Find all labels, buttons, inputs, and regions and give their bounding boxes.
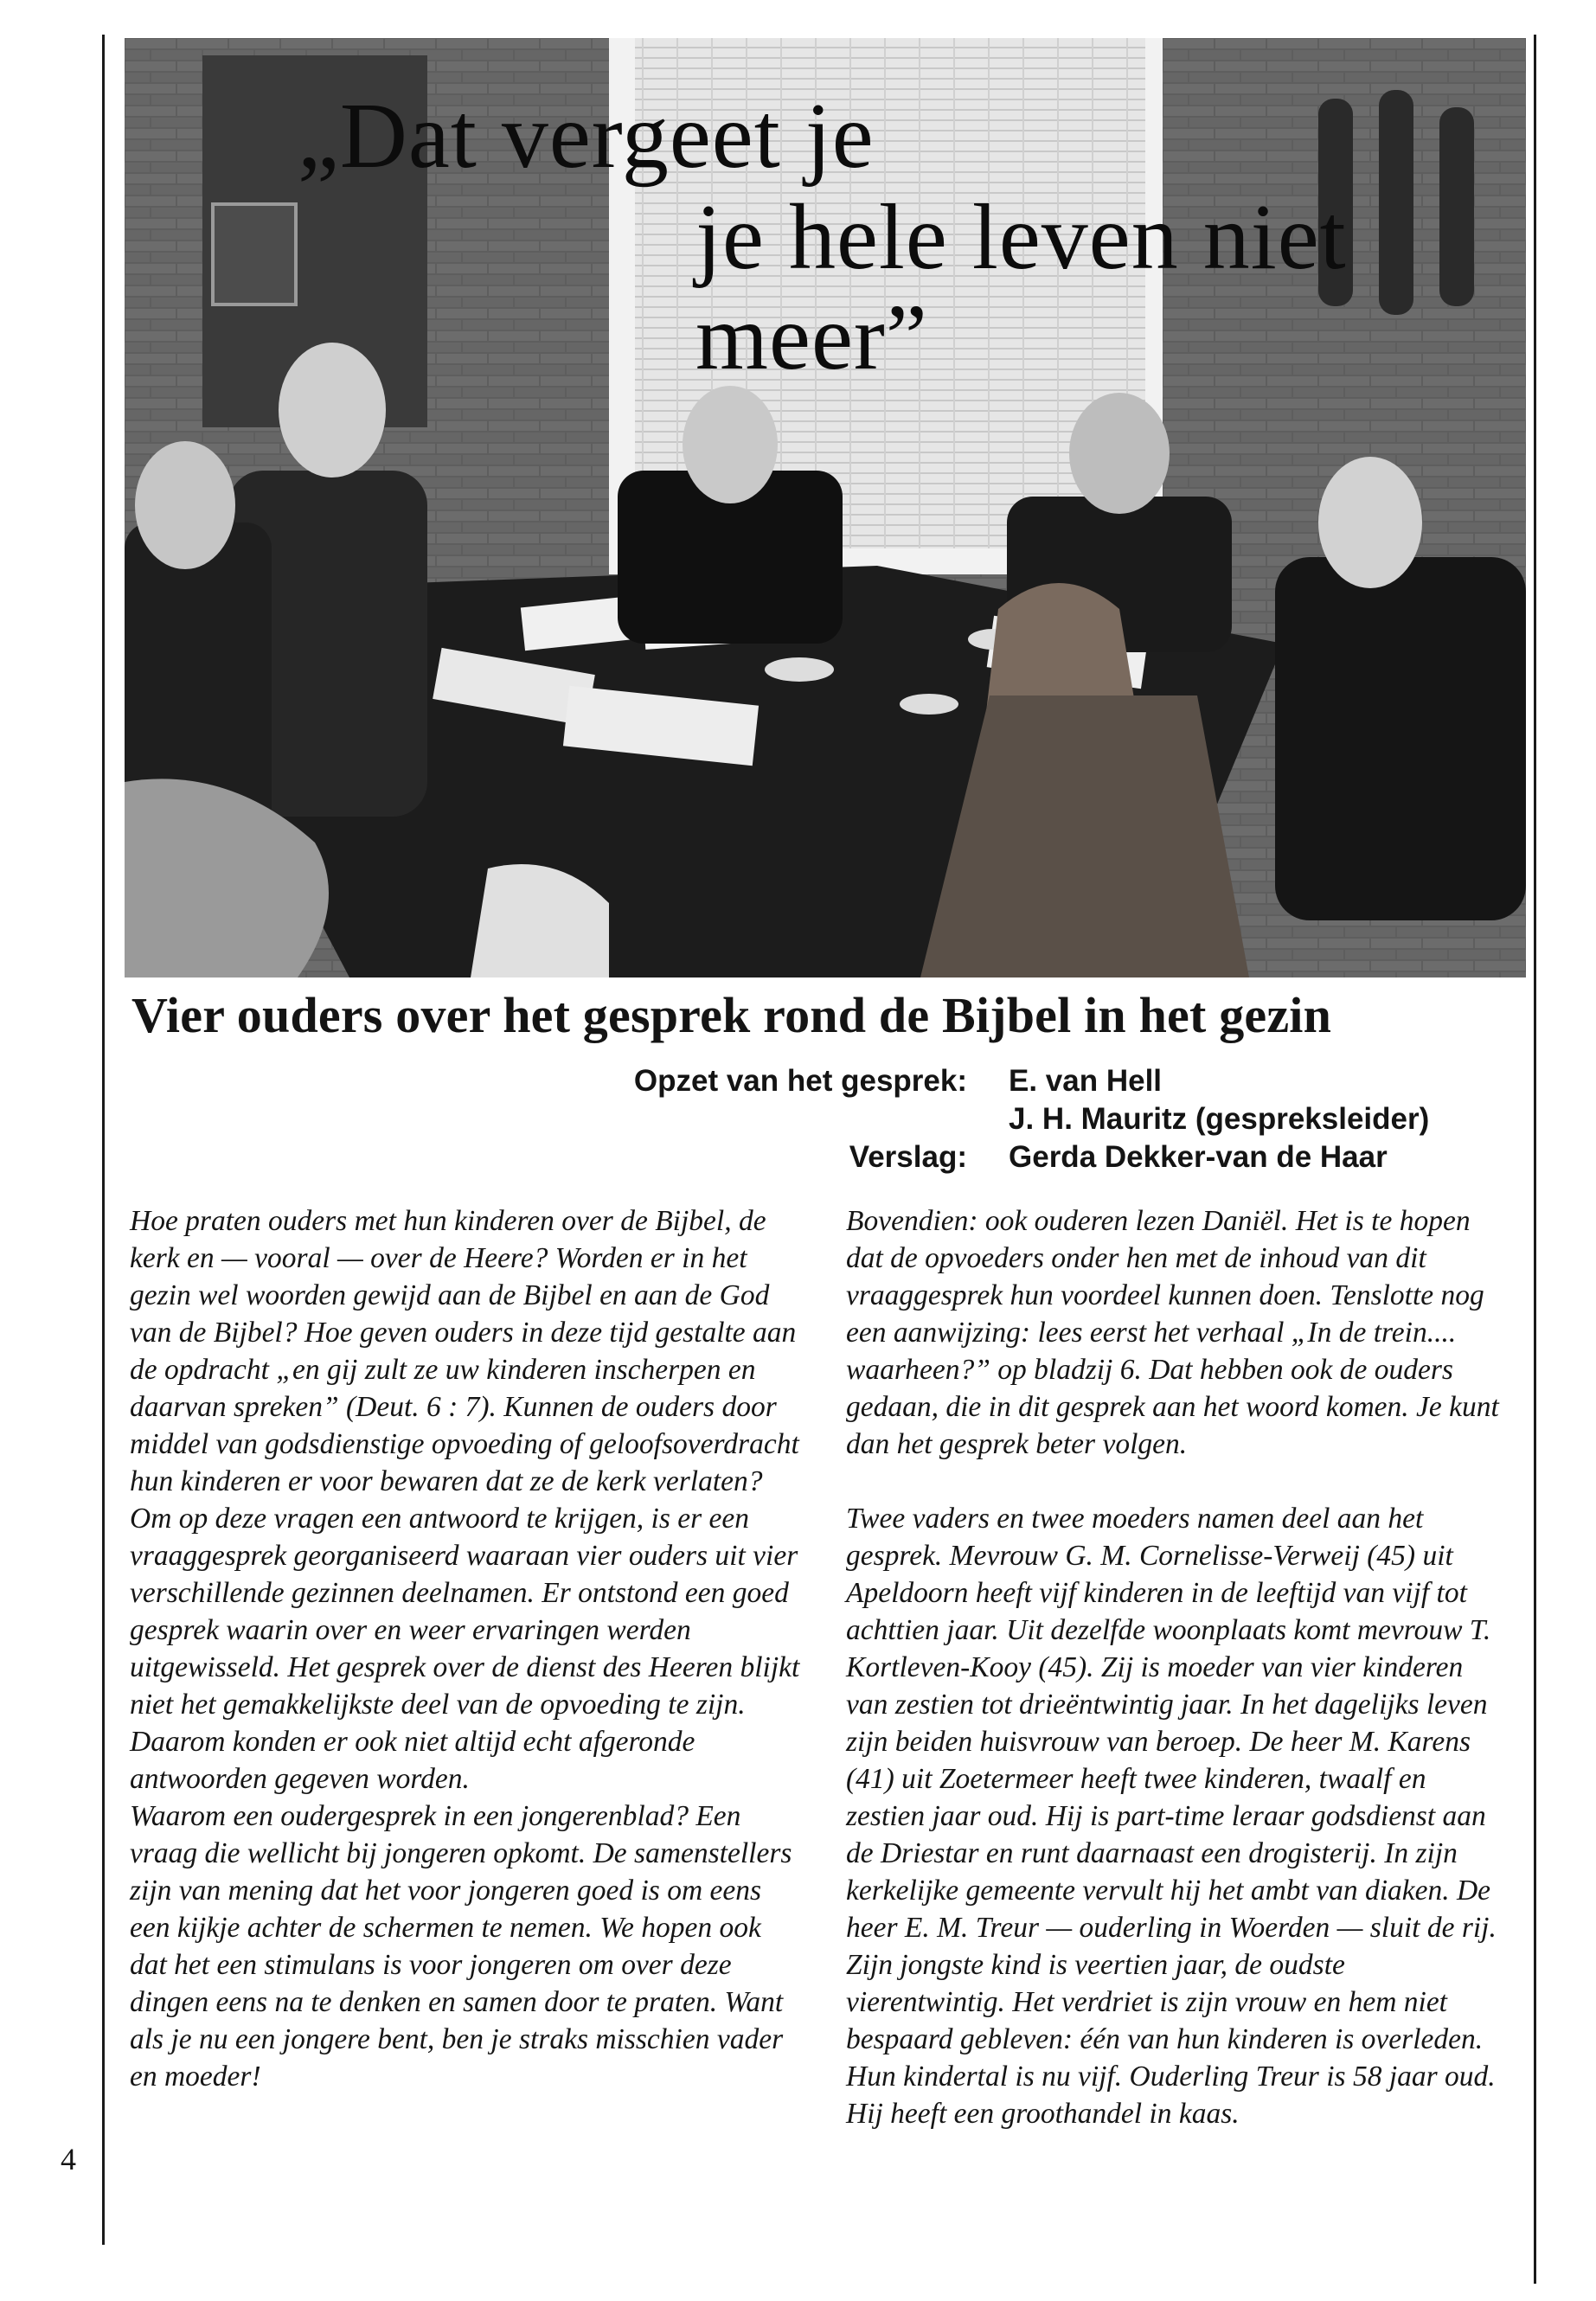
right-margin-rule	[1534, 35, 1536, 2284]
left-paragraph-3: Waarom een oudergesprek in een jongerenblad? Een vraag die wellicht bij jongeren opkomt. De samenstellers zijn van mening dat het voor jongeren goed is om eens een kijkje achter de schermen te nemen. We hopen ook dat het een stimulans is voor jongeren om over deze dingen eens na te denken en samen door te praten. Want als je nu een jongere bent, ben je straks misschien vader en moeder!	[130, 1800, 792, 2093]
right-paragraph-1: Bovendien: ook ouderen lezen Daniël. Het is te hopen dat de opvoeders onder hen met de inhoud van dit vraaggesprek hun voordeel kunnen doen. Tenslotte nog een aanwijzing: lees eerst het verhaal „In de trein.... waarheen?” op bladzij 6. Dat hebben ook de ouders gedaan, die in dit gesprek aan het woord komen. Je kunt dan het gesprek beter volgen.	[846, 1205, 1499, 1460]
meeting-photo	[125, 38, 1526, 977]
credit-names	[1009, 1064, 1429, 1178]
credit-labels	[606, 1064, 967, 1178]
left-paragraph-1: Hoe praten ouders met hun kinderen over de Bijbel, de kerk en — vooral — over de Heere? Worden er in het gezin wel woorden gewijd aan de Bijbel en aan de God van de Bijbel? Hoe geven ouders in deze tijd gestalte aan de opdracht „en gij zult ze uw kinderen inscherpen en daarvan spreken” (Deut. 6 : 7). Kunnen de ouders door middel van godsdienstige opvoeding of geloofsoverdracht hun kinderen er voor bewaren dat ze de kerk verlaten?	[130, 1205, 799, 1497]
setup-name-1: E. van Hell	[1009, 1064, 1163, 1098]
setup-name-2: J. H. Mauritz (gespreksleider)	[1009, 1102, 1430, 1136]
headline	[298, 87, 1526, 389]
left-column	[130, 1202, 804, 2095]
right-paragraph-2: Twee vaders en twee moeders namen deel aan het gesprek. Mevrouw G. M. Cornelisse-Verweij (45) uit Apeldoorn heeft vijf kinderen in de leeftijd van vijf tot achttien jaar. Uit dezelfde woonplaats komt mevrouw T. Kortleven-Kooy (45). Zij is moeder van vier kinderen van zestien tot drieëntwintig jaar. In het dagelijks leven zijn beiden huisvrouw van beroep. De heer M. Karens (41) uit Zoetermeer heeft twee kinderen, twaalf en zestien jaar oud. Hij is part-time leraar godsdienst aan de Driestar en runt daarnaast een drogisterij. In zijn kerkelijke gemeente vervult hij het ambt van diaken. De heer E. M. Treur — ouderling in Woerden — sluit de rij. Zijn jongste kind is veertien jaar, de oudste vierentwintig. Het verdriet is zijn vrouw en hem niet bespaard gebleven: één van hun kinderen is overleden. Hun kindertal is nu vijf. Ouderling Treur is 58 jaar oud. Hij heeft een groothandel in kaas.	[846, 1503, 1497, 2130]
report-label: Verslag:	[849, 1140, 967, 1174]
headline-line2: je hele leven niet meer”	[695, 185, 1347, 390]
right-column	[846, 1202, 1503, 2132]
headline-line1: „Dat vergeet je	[298, 85, 875, 188]
left-paragraph-2: Om op deze vragen een antwoord te krijgen, is er een vraaggesprek georganiseerd waaraan vier ouders uit vier verschillende gezinnen deelnamen. Er ontstond een goed gesprek waarin over en weer ervaringen werden uitgewisseld. Het gesprek over de dienst des Heeren blijkt niet het gemakkelijkste deel van de opvoeding te zijn. Daarom konden er ook niet altijd echt afgeronde antwoorden gegeven worden.	[130, 1503, 800, 1795]
article-subtitle: Vier ouders over het gesprek rond de Bijbel in het gezin	[131, 987, 1332, 1043]
left-margin-rule	[102, 35, 105, 2245]
setup-label: Opzet van het gesprek:	[633, 1064, 967, 1098]
page-number: 4	[61, 2142, 76, 2176]
report-name: Gerda Dekker-van de Haar	[1009, 1140, 1388, 1174]
spacer	[606, 1102, 967, 1140]
